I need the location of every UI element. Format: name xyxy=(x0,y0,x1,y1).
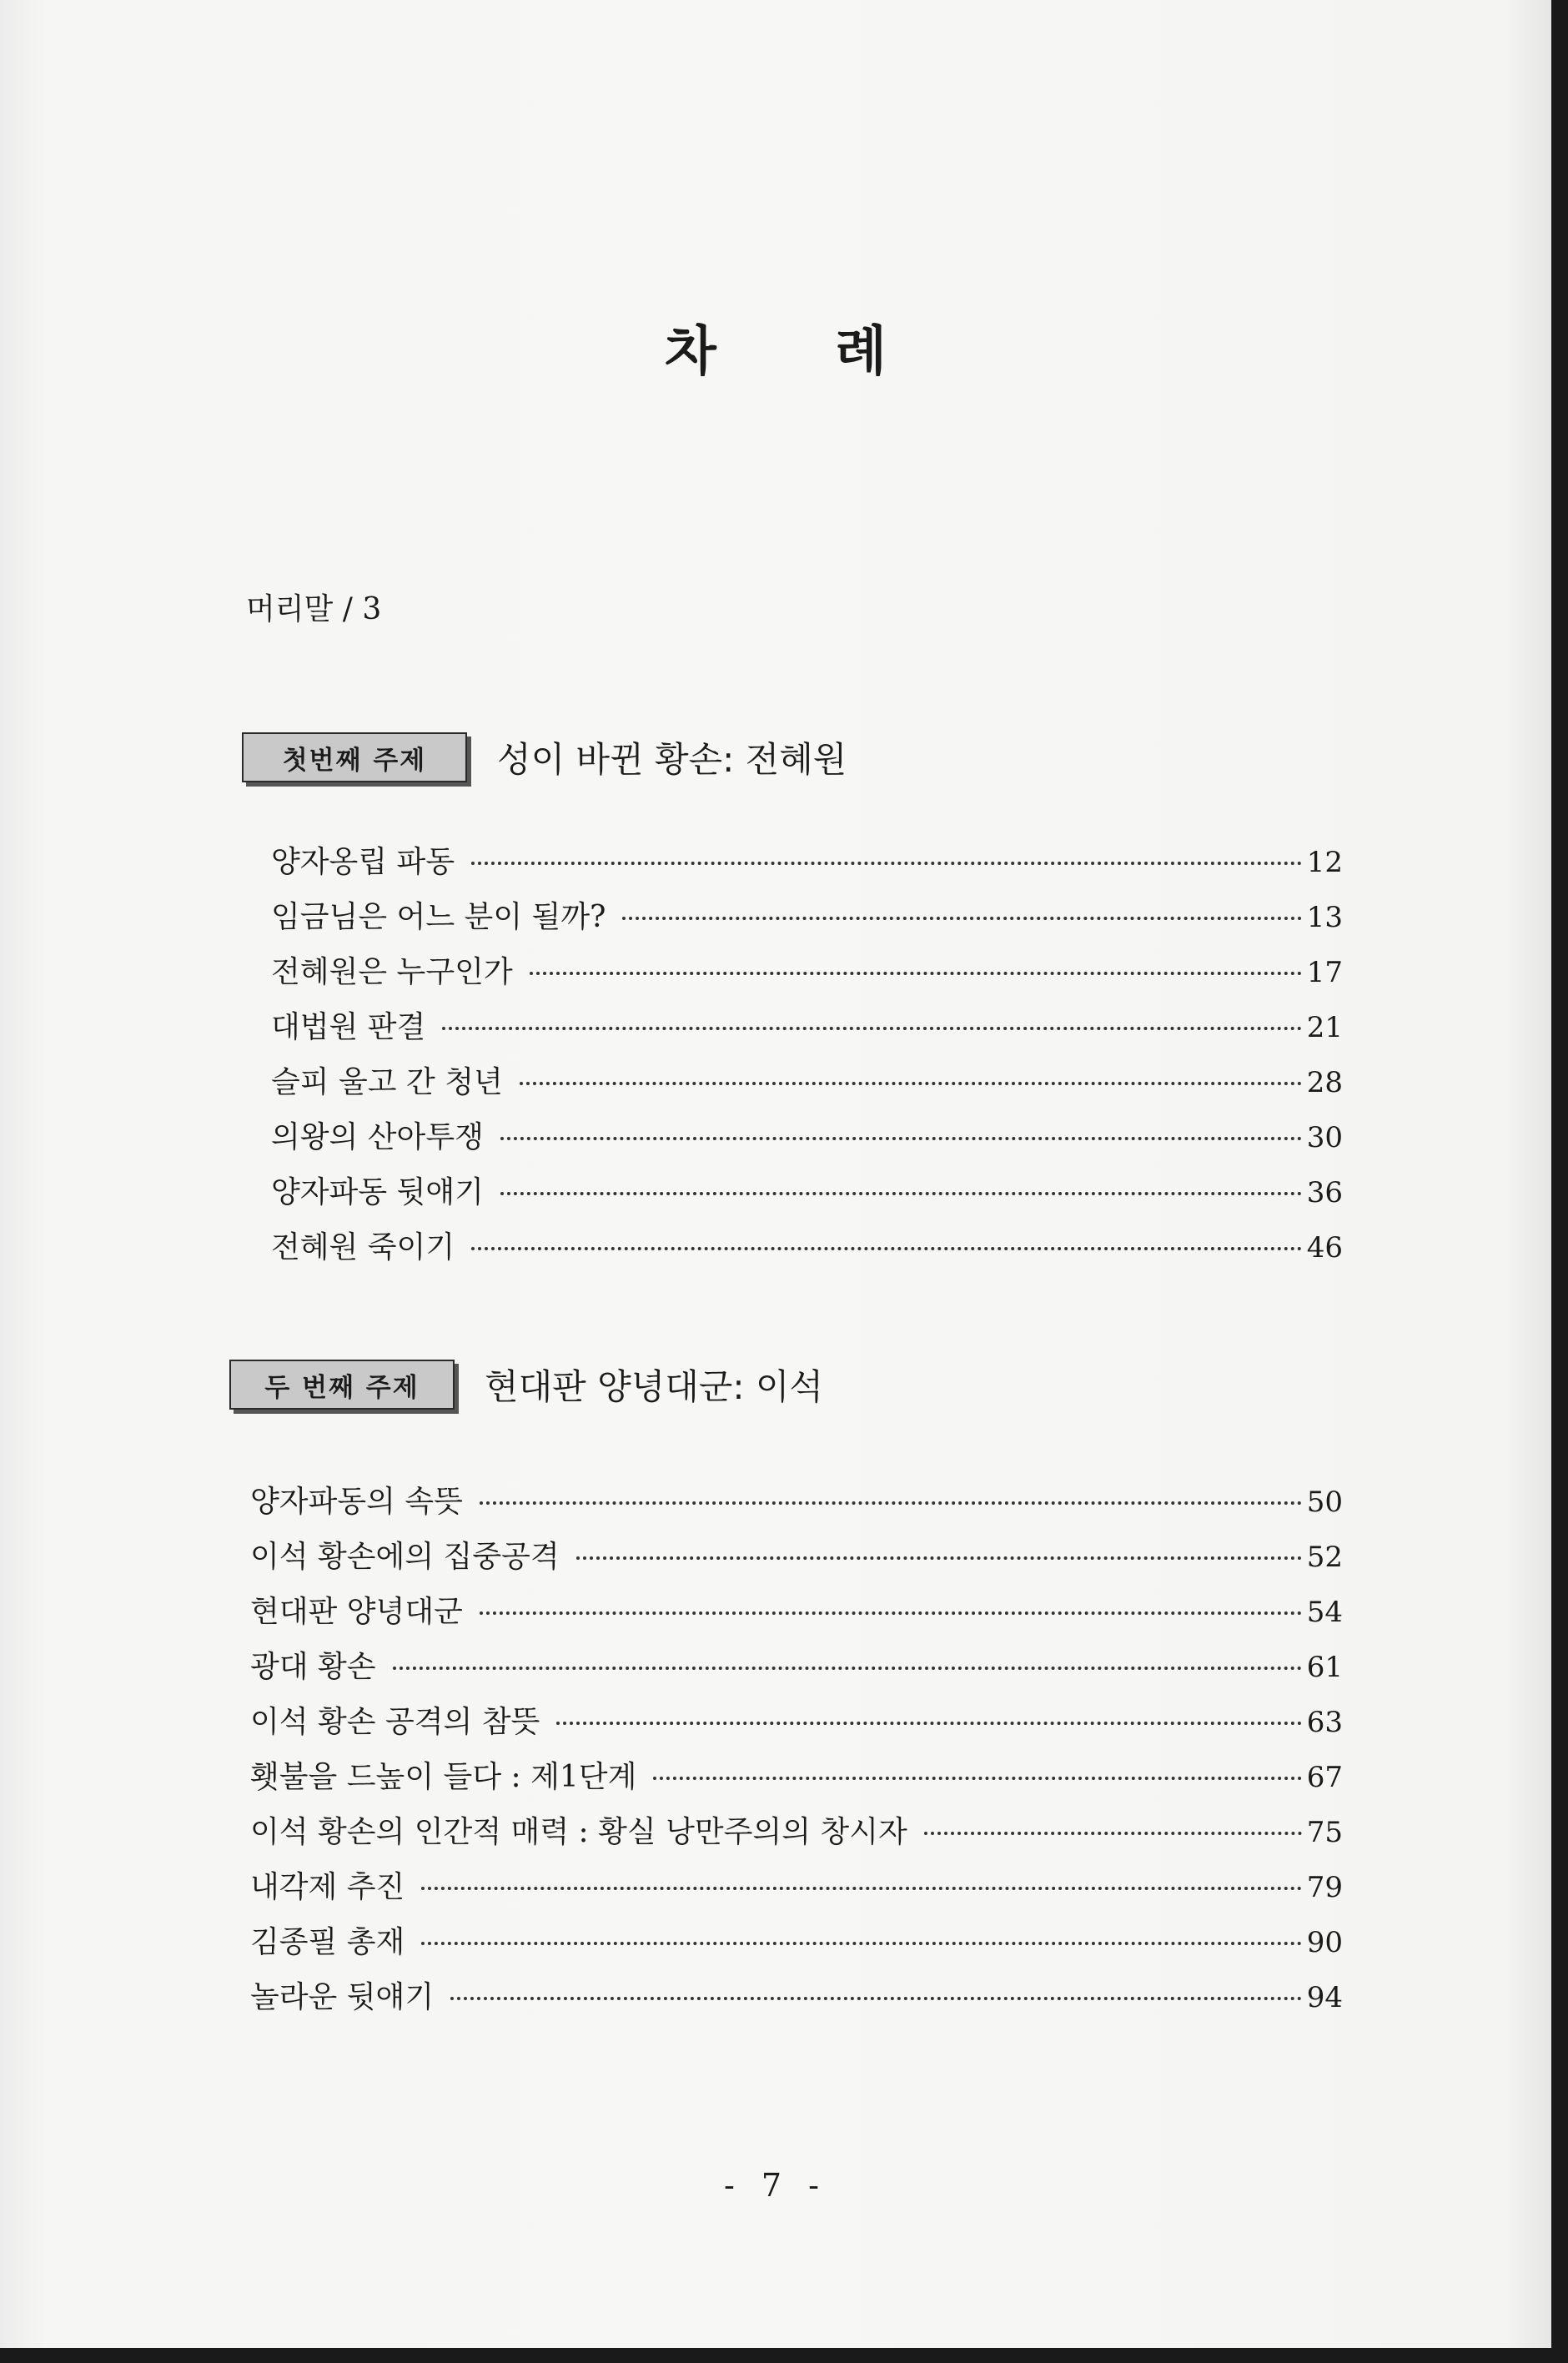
toc-entry[interactable] xyxy=(250,1863,1343,1918)
dot-leader xyxy=(480,1611,1302,1615)
toc-entry[interactable] xyxy=(271,1003,1343,1058)
dot-leader xyxy=(500,1192,1302,1195)
page-number: - 7 - xyxy=(723,2167,827,2204)
toc-entry[interactable] xyxy=(250,1643,1343,1698)
chapter-title: 현대판 양녕대군: 이석 xyxy=(485,1366,824,1407)
dot-leader xyxy=(622,917,1301,920)
dot-leader xyxy=(421,1887,1301,1890)
toc-entry[interactable] xyxy=(250,1753,1343,1808)
toc-entry-title: 이석 황손에의 집중공격 xyxy=(250,1540,560,1574)
toc-entry[interactable] xyxy=(271,1224,1343,1279)
toc-entry-title: 이석 황손의 인간적 매력 : 황실 낭만주의의 창시자 xyxy=(250,1815,907,1849)
dot-leader xyxy=(576,1556,1302,1560)
toc-entry-title: 놀라운 뒷얘기 xyxy=(250,1980,435,2014)
toc-entry-title: 대법원 판결 xyxy=(271,1010,426,1044)
dot-leader xyxy=(520,1082,1302,1085)
chapter-1-entries xyxy=(271,838,1343,1279)
toc-entry[interactable] xyxy=(250,1808,1343,1863)
toc-entry[interactable] xyxy=(250,1973,1343,2029)
toc-entry-title: 횃불을 드높이 들다 : 제1단계 xyxy=(250,1760,637,1794)
dot-leader xyxy=(471,1247,1302,1250)
toc-entry-page: 36 xyxy=(1306,1176,1343,1209)
dot-leader xyxy=(450,1997,1302,2000)
dot-leader xyxy=(556,1722,1301,1725)
toc-entry-page: 79 xyxy=(1306,1871,1343,1904)
chapter-badge: 첫번째 주제 xyxy=(242,732,467,782)
toc-entry[interactable] xyxy=(250,1588,1343,1643)
toc-entry-page: 21 xyxy=(1306,1011,1343,1044)
chapter-heading-2 xyxy=(229,1360,823,1410)
toc-entry-page: 28 xyxy=(1306,1066,1343,1099)
toc-entry[interactable] xyxy=(250,1478,1343,1533)
toc-entry-page: 13 xyxy=(1306,901,1343,934)
toc-entry-page: 52 xyxy=(1306,1541,1343,1574)
toc-entry-title: 양자옹립 파동 xyxy=(271,845,455,879)
toc-entry-page: 94 xyxy=(1306,1981,1343,2014)
toc-entry-title: 이석 황손 공격의 참뜻 xyxy=(250,1705,540,1739)
chapter-heading-1 xyxy=(242,732,847,782)
toc-entry-page: 50 xyxy=(1306,1486,1343,1519)
dot-leader xyxy=(500,1137,1302,1140)
toc-entry-title: 임금님은 어느 분이 될까? xyxy=(271,900,606,934)
dot-leader xyxy=(421,1942,1301,1945)
page-title: 차 례 xyxy=(665,320,937,383)
toc-entry-page: 54 xyxy=(1306,1596,1343,1629)
toc-entry-page: 46 xyxy=(1306,1231,1343,1264)
toc-entry-page: 12 xyxy=(1306,846,1343,879)
toc-entry-page: 17 xyxy=(1306,956,1343,989)
toc-entry[interactable] xyxy=(250,1918,1343,1973)
dot-leader xyxy=(393,1667,1302,1670)
toc-entry[interactable] xyxy=(271,1058,1343,1114)
toc-entry-title: 슬피 울고 간 청년 xyxy=(271,1065,503,1099)
toc-entry-title: 광대 황손 xyxy=(250,1650,376,1684)
chapter-badge: 두 번째 주제 xyxy=(229,1360,455,1410)
toc-entry-title: 의왕의 산아투쟁 xyxy=(271,1120,484,1154)
toc-entry-page: 61 xyxy=(1306,1651,1343,1684)
toc-entry-page: 63 xyxy=(1306,1706,1343,1739)
dot-leader xyxy=(480,1501,1302,1505)
toc-entry-title: 전혜원 죽이기 xyxy=(271,1230,455,1264)
dot-leader xyxy=(471,862,1302,865)
chapter-title: 성이 바뀐 황손: 전혜원 xyxy=(497,739,847,780)
toc-entry[interactable] xyxy=(250,1698,1343,1753)
toc-entry[interactable] xyxy=(271,1169,1343,1224)
toc-entry-page: 75 xyxy=(1306,1816,1343,1849)
chapter-2-entries xyxy=(250,1478,1343,2029)
toc-entry[interactable] xyxy=(271,893,1343,948)
dot-leader xyxy=(924,1832,1302,1835)
toc-entry[interactable] xyxy=(271,948,1343,1003)
toc-entry[interactable] xyxy=(271,1114,1343,1169)
toc-entry-title: 양자파동의 속뜻 xyxy=(250,1485,463,1519)
dot-leader xyxy=(442,1027,1301,1030)
toc-entry-title: 양자파동 뒷얘기 xyxy=(271,1175,484,1209)
toc-entry[interactable] xyxy=(250,1533,1343,1588)
toc-entry[interactable] xyxy=(271,838,1343,893)
dot-leader xyxy=(530,972,1302,975)
toc-entry-page: 90 xyxy=(1306,1926,1343,1959)
toc-entry-title: 김종필 총재 xyxy=(250,1925,405,1959)
preface-entry: 머리말 / 3 xyxy=(246,592,382,626)
toc-entry-title: 전혜원은 누구인가 xyxy=(271,955,513,989)
toc-entry-title: 내각제 추진 xyxy=(250,1870,405,1904)
toc-entry-page: 67 xyxy=(1306,1761,1343,1794)
toc-entry-title: 현대판 양녕대군 xyxy=(250,1595,463,1629)
dot-leader xyxy=(653,1777,1301,1780)
toc-entry-page: 30 xyxy=(1306,1121,1343,1154)
